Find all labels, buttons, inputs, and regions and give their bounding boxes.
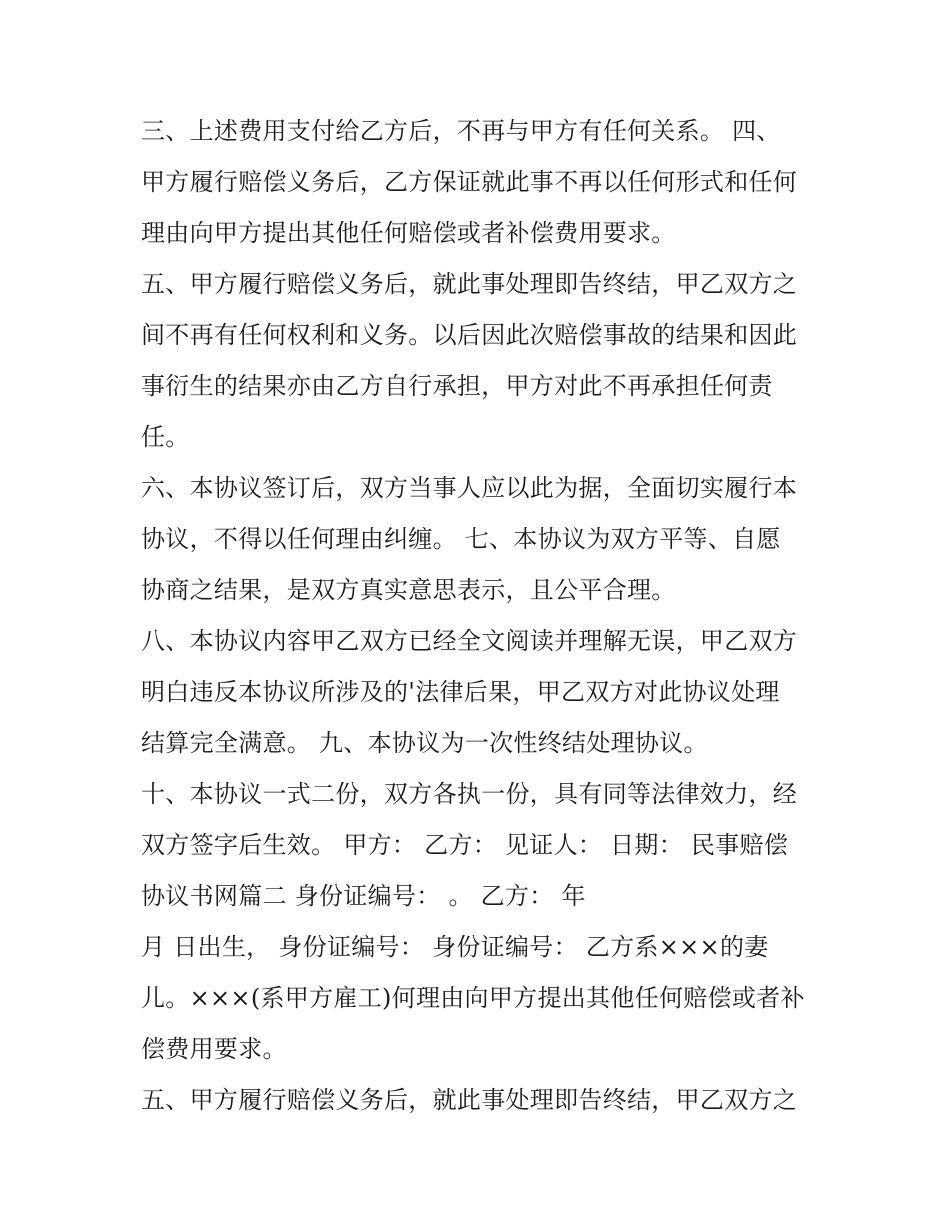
- text-line: 甲方履行赔偿义务后，乙方保证就此事不再以任何形式和任何: [141, 168, 798, 196]
- text-line: 月 日出生， 身份证编号： 身份证编号： 乙方系×××的妻: [141, 933, 769, 961]
- text-line: 偿费用要求。: [141, 1035, 287, 1063]
- text-line: 五、甲方履行赔偿义务后，就此事处理即告终结，甲乙双方之: [141, 1086, 798, 1114]
- text-line: 三、上述费用支付给乙方后，不再与甲方有任何关系。 四、: [141, 117, 781, 145]
- text-line: 儿。×××(系甲方雇工)何理由向甲方提出其他任何赔偿或者补: [141, 984, 805, 1012]
- text-line: 理由向甲方提出其他任何赔偿或者补偿费用要求。: [141, 219, 676, 247]
- text-line: 五、甲方履行赔偿义务后，就此事处理即告终结，甲乙双方之: [141, 270, 798, 298]
- text-line: 协议书网篇二 身份证编号： 。 乙方： 年: [141, 882, 586, 910]
- document-body: [141, 106, 821, 1126]
- text-line: 间不再有任何权利和义务。以后因此次赔偿事故的结果和因此: [141, 321, 798, 349]
- text-line: 协议，不得以任何理由纠缠。 七、本协议为双方平等、自愿: [141, 525, 781, 553]
- text-line: 双方签字后生效。 甲方： 乙方： 见证人： 日期： 民事赔偿: [141, 831, 789, 859]
- text-line: 十、本协议一式二份，双方各执一份，具有同等法律效力，经: [141, 780, 798, 808]
- text-line: 六、本协议签订后，双方当事人应以此为据，全面切实履行本: [141, 474, 798, 502]
- text-line: 明白违反本协议所涉及的'法律后果，甲乙双方对此协议处理: [141, 678, 780, 706]
- text-line: 协商之结果，是双方真实意思表示，且公平合理。: [141, 576, 676, 604]
- text-line: 结算完全满意。 九、本协议为一次性终结处理协议。: [141, 729, 708, 757]
- text-line: 事衍生的结果亦由乙方自行承担，甲方对此不再承担任何责: [141, 372, 773, 400]
- text-line: 八、本协议内容甲乙双方已经全文阅读并理解无误，甲乙双方: [141, 627, 798, 655]
- text-line: 任。: [141, 423, 190, 451]
